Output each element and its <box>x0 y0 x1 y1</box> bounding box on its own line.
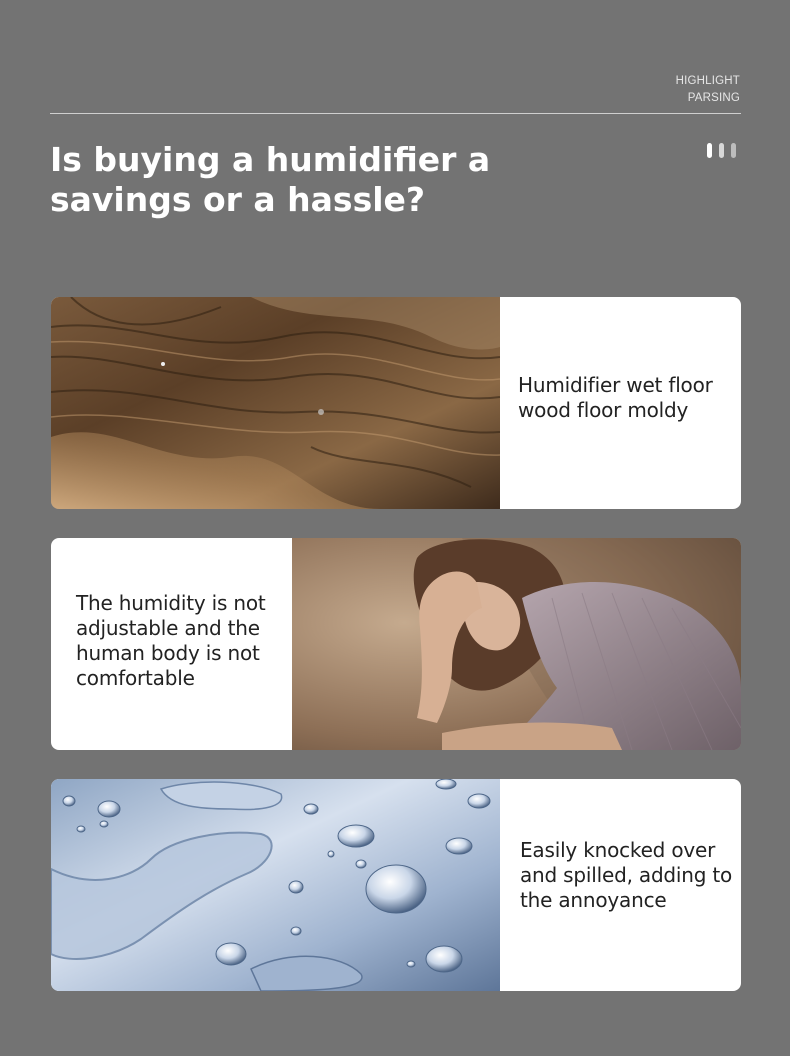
tag-line-1: HIGHLIGHT <box>675 75 740 87</box>
indicator-bar <box>719 143 724 158</box>
page-indicator <box>707 143 736 158</box>
tag-line-2: PARSING <box>687 92 740 104</box>
water-droplets-photo <box>51 779 500 991</box>
card-spill <box>51 779 741 991</box>
card-wet-floor <box>51 297 741 509</box>
card-caption: Easily knocked over and spilled, adding to the annoyance <box>520 838 733 912</box>
wood-floor-photo <box>51 297 500 509</box>
card-caption: Humidifier wet floor wood floor moldy <box>518 373 713 422</box>
distressed-woman-photo <box>292 538 741 750</box>
highlight-tag <box>676 73 740 107</box>
card-humidity-discomfort <box>51 538 741 750</box>
indicator-bar <box>707 143 712 158</box>
indicator-bar <box>731 143 736 158</box>
page-title: Is buying a humidifier a savings or a hassle? <box>50 140 491 219</box>
header-divider <box>50 113 741 114</box>
card-caption: The humidity is not adjustable and the human body is not comfortable <box>76 591 266 690</box>
